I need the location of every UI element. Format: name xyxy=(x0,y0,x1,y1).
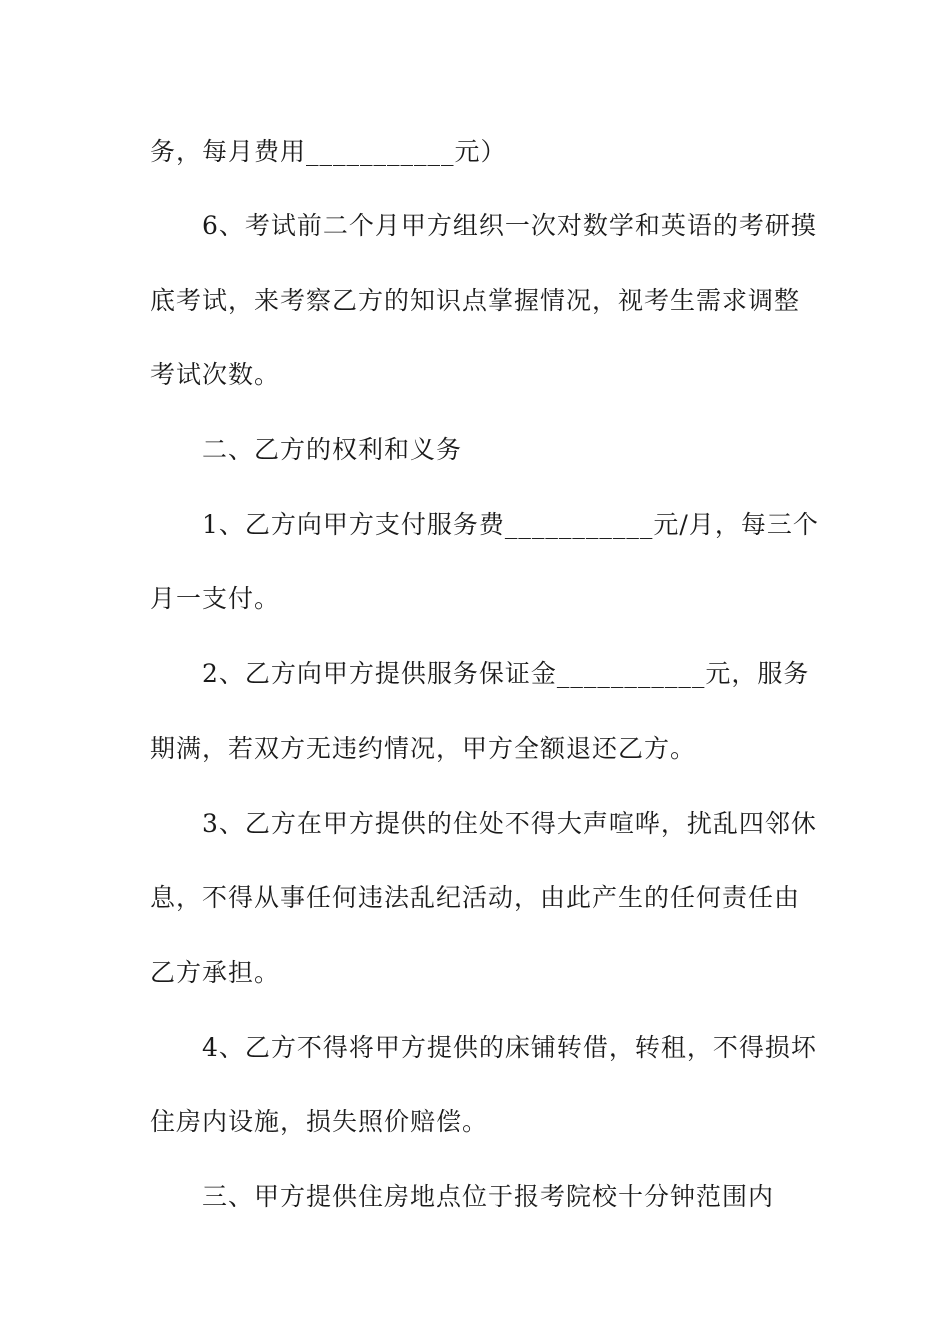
text-line-item-1: 1、乙方向甲方支付服务费___________元/月，每三个 xyxy=(202,510,819,539)
section-heading-3: 三、甲方提供住房地点位于报考院校十分钟范围内 xyxy=(202,1182,775,1211)
text-line-item-2-cont: 期满，若双方无违约情况，甲方全额退还乙方。 xyxy=(150,734,697,763)
text-line-item-4-cont: 住房内设施，损失照价赔偿。 xyxy=(150,1107,489,1136)
text-line-item-6-cont-2: 考试次数。 xyxy=(150,360,281,389)
text-line-fee-continuation: 务，每月费用___________元） xyxy=(150,137,507,166)
text-line-item-4: 4、乙方不得将甲方提供的床铺转借，转租，不得损坏 xyxy=(202,1033,817,1062)
text-line-item-3: 3、乙方在甲方提供的住处不得大声喧哗，扰乱四邻休 xyxy=(202,809,817,838)
text-line-item-1-cont: 月一支付。 xyxy=(150,584,281,613)
text-line-item-3-cont-2: 乙方承担。 xyxy=(150,958,281,987)
text-line-item-6: 6、考试前二个月甲方组织一次对数学和英语的考研摸 xyxy=(202,211,817,240)
text-line-item-3-cont-1: 息，不得从事任何违法乱纪活动，由此产生的任何责任由 xyxy=(150,883,801,912)
text-line-item-6-cont-1: 底考试，来考察乙方的知识点掌握情况，视考生需求调整 xyxy=(150,286,801,315)
section-heading-2: 二、乙方的权利和义务 xyxy=(202,435,463,464)
text-line-item-2: 2、乙方向甲方提供服务保证金___________元，服务 xyxy=(202,659,810,688)
